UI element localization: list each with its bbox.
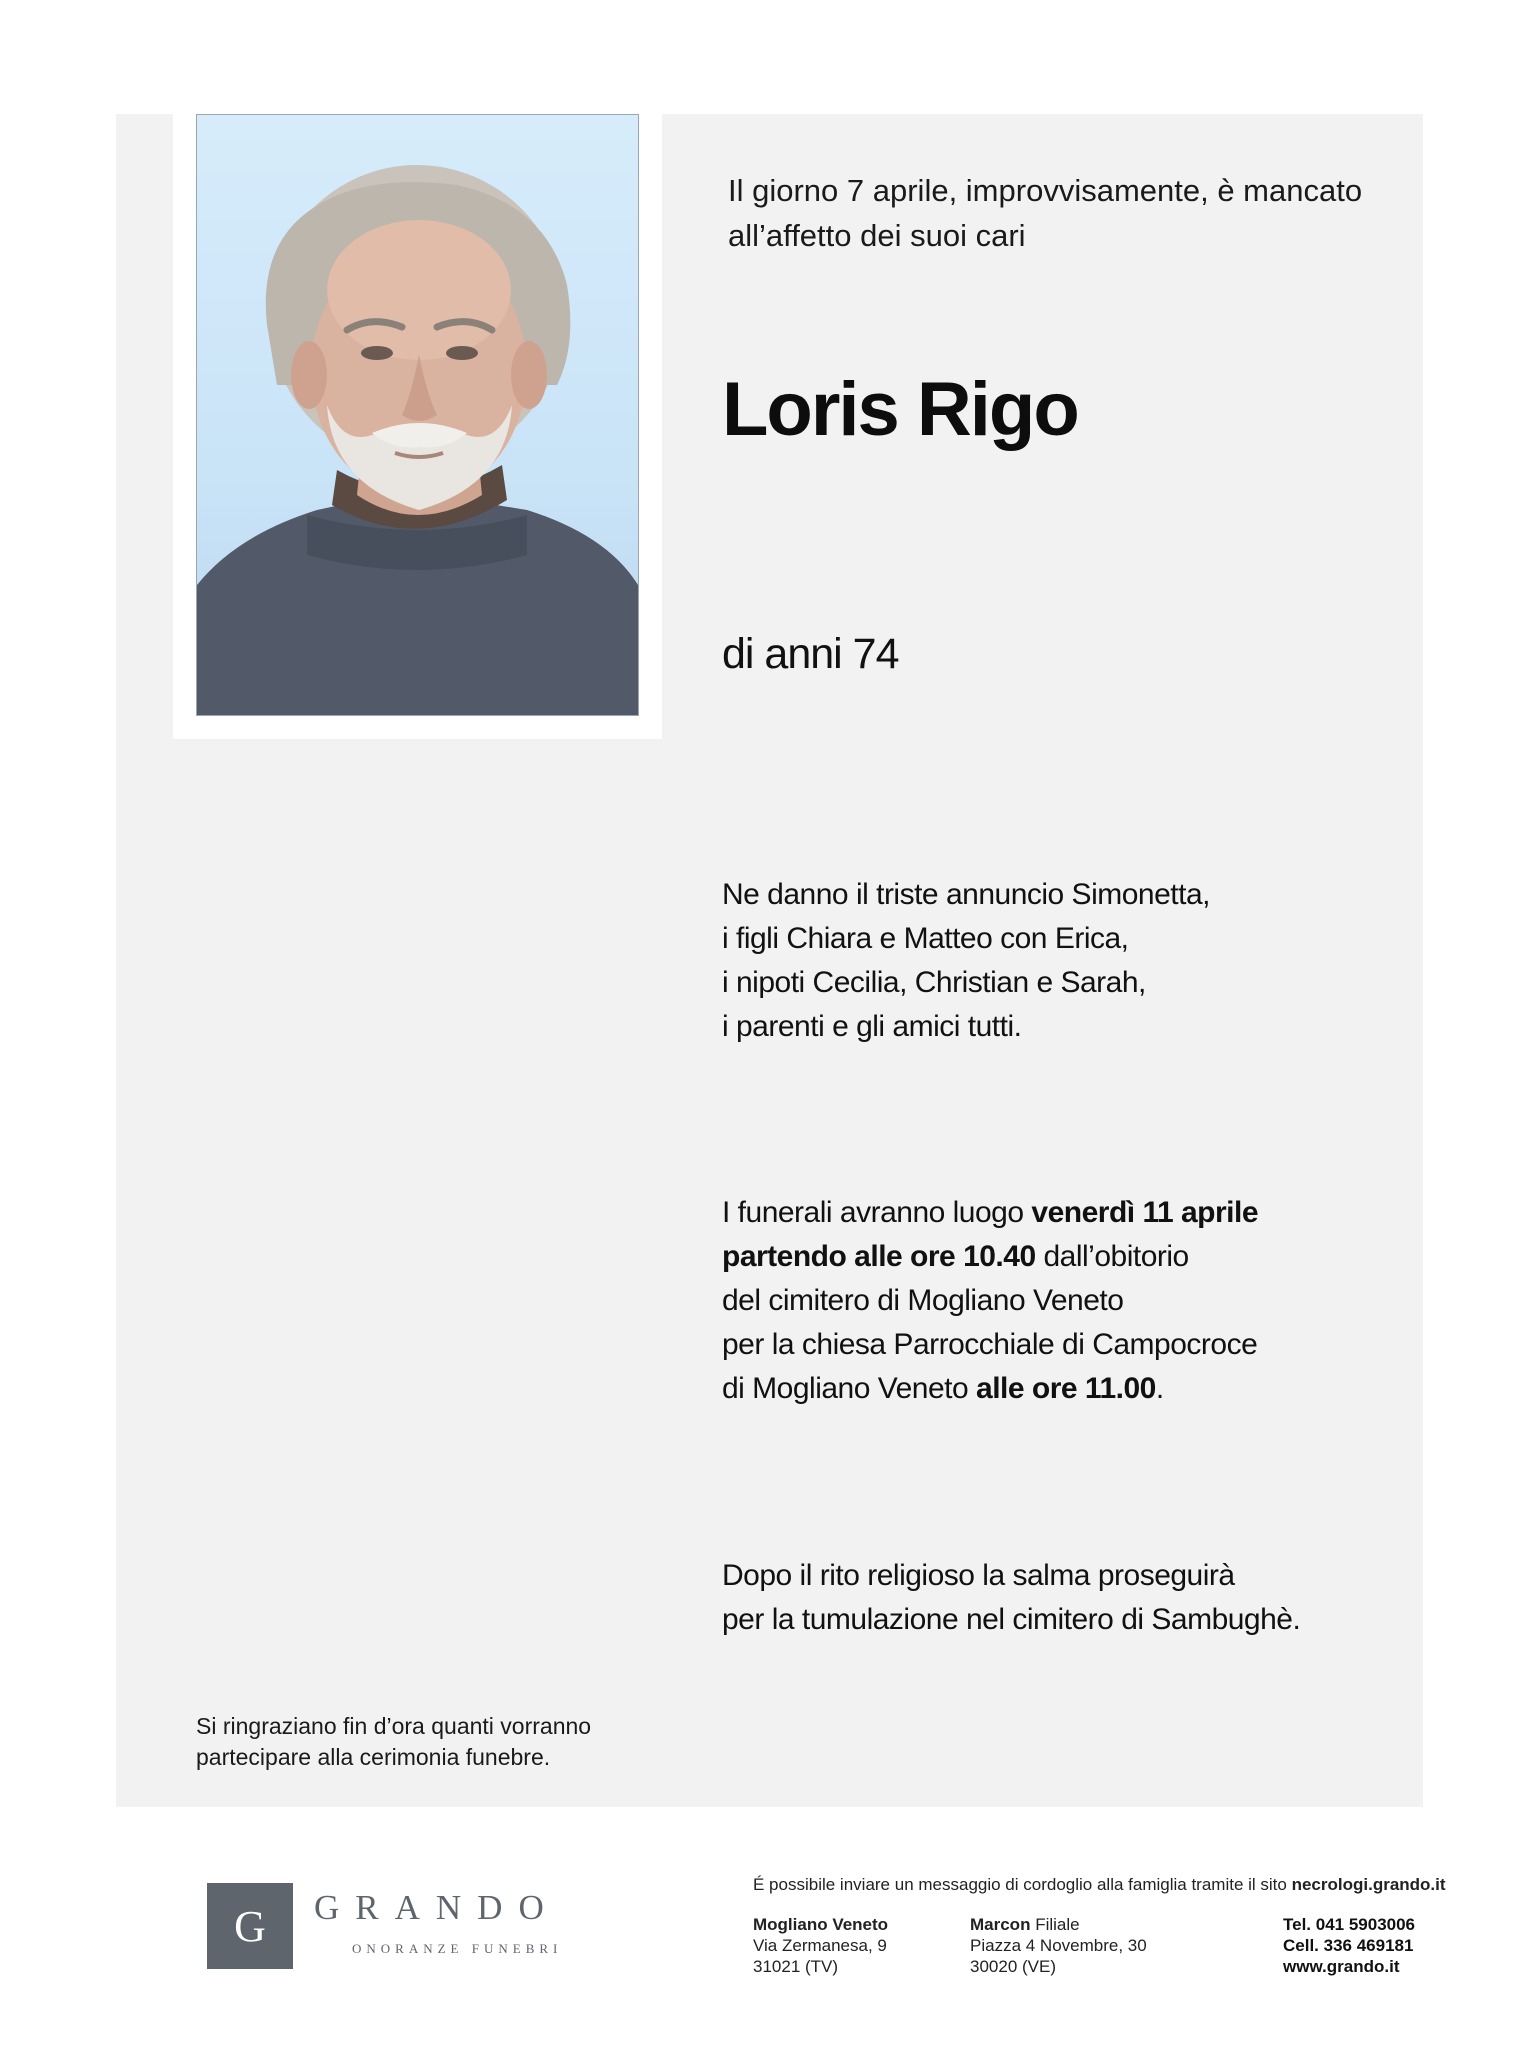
funeral-text: dall’obitorio (1035, 1240, 1189, 1273)
burial-line: Dopo il rito religioso la salma proseguirà (722, 1559, 1235, 1592)
age-text: di anni 74 (722, 630, 899, 678)
office-street: Via Zermanesa, 9 (753, 1936, 887, 1955)
funeral-line-1 (722, 1191, 1412, 1235)
office-name: Marcon (970, 1915, 1031, 1934)
photo-frame (173, 114, 662, 739)
intro-line-1: Il giorno 7 aprile, improvvisamente, è mancato (728, 173, 1363, 208)
website-link[interactable]: www.grando.it (1283, 1957, 1400, 1976)
phone-number[interactable]: Tel. 041 5903006 (1283, 1915, 1416, 1934)
thanks-line: partecipare alla cerimonia funebre. (196, 1744, 551, 1770)
deceased-name: Loris Rigo (722, 367, 1078, 452)
funeral-text: . (1155, 1372, 1164, 1405)
thanks-note (196, 1711, 656, 1773)
condolence-site-link[interactable]: necrologi.grando.it (1291, 1875, 1446, 1894)
funeral-line-5 (722, 1367, 1412, 1411)
cell-number[interactable]: Cell. 336 469181 (1283, 1936, 1414, 1955)
office-street: Piazza 4 Novembre, 30 (970, 1936, 1147, 1955)
funeral-date: venerdì 11 aprile (1031, 1196, 1259, 1229)
contacts (1283, 1914, 1415, 1977)
intro-line-2: all’affetto dei suoi cari (728, 218, 1026, 253)
office-tag: Filiale (1030, 1915, 1080, 1934)
burial-block (722, 1554, 1412, 1642)
announcement-line: i nipoti Cecilia, Christian e Sarah, (722, 966, 1146, 999)
office-marcon (970, 1914, 1147, 1977)
announcement-line: i figli Chiara e Matteo con Erica, (722, 922, 1129, 955)
announcement-block (722, 873, 1412, 1049)
condolence-text: É possibile inviare un messaggio di cordoglio alla famiglia tramite il sito (753, 1875, 1292, 1894)
announcement-line: Ne danno il triste annuncio Simonetta, (722, 878, 1210, 911)
grando-logo-mark: G (207, 1883, 293, 1969)
funeral-text: I funerali avranno luogo (722, 1196, 1032, 1229)
funeral-line-3: del cimitero di Mogliano Veneto (722, 1284, 1124, 1317)
condolence-message (753, 1874, 1446, 1895)
portrait-photo (196, 114, 639, 716)
grando-logo-word: GRANDO (314, 1888, 560, 1927)
burial-line: per la tumulazione nel cimitero di Sambughè. (722, 1603, 1301, 1636)
office-mogliano (753, 1914, 888, 1977)
office-name: Mogliano Veneto (753, 1915, 889, 1934)
announcement-line: i parenti e gli amici tutti. (722, 1010, 1022, 1043)
office-city: 30020 (VE) (970, 1957, 1056, 1976)
portrait-illustration (197, 115, 638, 715)
thanks-line: Si ringraziano fin d’ora quanti vorranno (196, 1713, 592, 1739)
funeral-departure-time: partendo alle ore 10.40 (722, 1240, 1036, 1273)
intro-text (728, 168, 1408, 258)
funeral-line-4: per la chiesa Parrocchiale di Campocroce (722, 1328, 1258, 1361)
funeral-church-time: alle ore 11.00 (976, 1372, 1156, 1405)
funeral-block (722, 1191, 1412, 1411)
office-city: 31021 (TV) (753, 1957, 839, 1976)
grando-logo-subtitle: ONORANZE FUNEBRI (352, 1941, 563, 1956)
funeral-text: di Mogliano Veneto (722, 1372, 977, 1405)
funeral-line-2 (722, 1235, 1412, 1279)
